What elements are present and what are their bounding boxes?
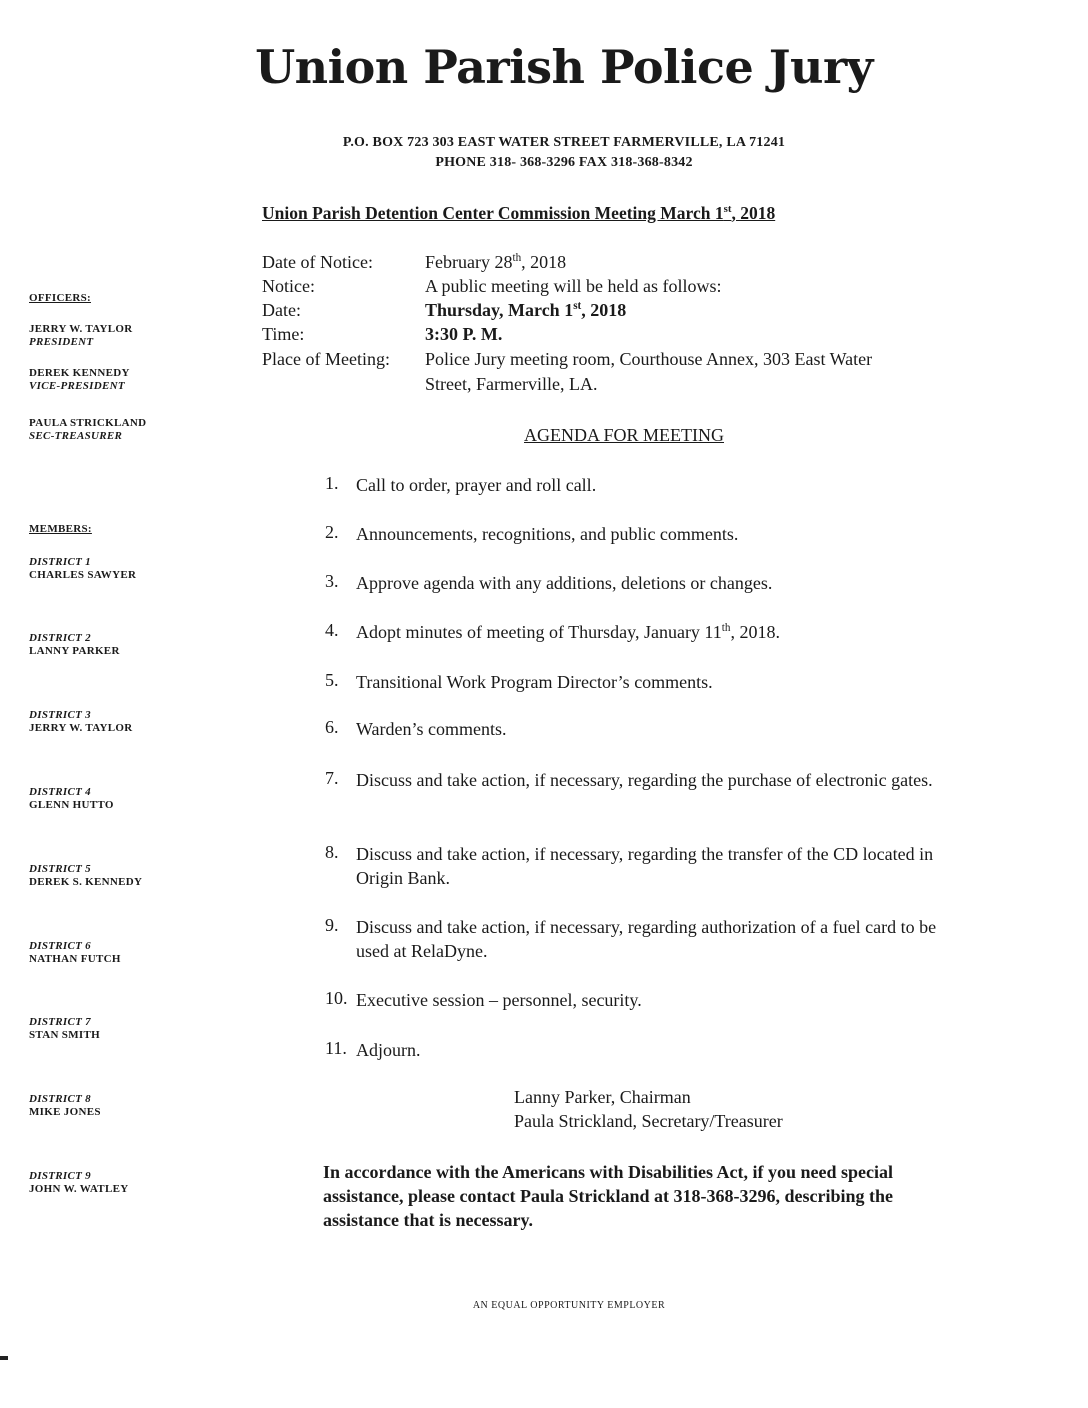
agenda-item — [325, 473, 966, 497]
agenda-heading: AGENDA FOR MEETING — [524, 425, 724, 445]
officer-name: DEREK KENNEDY — [29, 367, 130, 379]
phone-fax-line: PHONE 318- 368-3296 FAX 318-368-8342 — [435, 155, 693, 170]
member-entry — [29, 1016, 100, 1042]
agenda-item-number: 10. — [325, 988, 348, 1008]
agenda-item — [325, 571, 966, 595]
notice-label: Notice: — [262, 276, 315, 296]
member-entry — [29, 709, 132, 735]
date-of-notice-label: Date of Notice: — [262, 252, 373, 272]
date-main: Thursday, March 1 — [425, 300, 574, 320]
agenda-item — [325, 842, 966, 890]
agenda-item-number: 8. — [325, 842, 339, 862]
address-line: P.O. BOX 723 303 EAST WATER STREET FARMERVILLE, LA 71241 — [342, 135, 786, 150]
time-label: Time: — [262, 324, 305, 344]
meeting-heading — [262, 203, 775, 224]
agenda-item-number: 9. — [325, 915, 339, 935]
agenda-item-text — [356, 620, 966, 644]
document-title: Union Parish Police Jury — [255, 40, 873, 94]
agenda-item-text: Discuss and take action, if necessary, regarding the purchase of electronic gates. — [356, 770, 933, 790]
officer-name: JERRY W. TAYLOR — [29, 323, 133, 335]
meeting-heading-text: Union Parish Detention Center Commission Meeting March 1 — [262, 203, 724, 223]
date-of-notice-value — [425, 252, 566, 273]
member-district: DISTRICT 2 — [29, 632, 91, 644]
agenda-item-number: 2. — [325, 522, 339, 542]
agenda-item-text: Call to order, prayer and roll call. — [356, 475, 597, 495]
agenda-item-number: 6. — [325, 717, 339, 737]
agenda-item-number: 4. — [325, 620, 339, 640]
date-sup: st — [573, 300, 582, 312]
officer-name: PAULA STRICKLAND — [29, 417, 147, 429]
member-name: JOHN W. WATLEY — [29, 1183, 129, 1195]
agenda-item-text: Executive session – personnel, security. — [356, 990, 642, 1010]
member-entry — [29, 786, 114, 812]
officer-entry — [29, 417, 146, 443]
agenda-item — [325, 717, 966, 741]
agenda-item-text: Transitional Work Program Director’s comments. — [356, 672, 713, 692]
date-of-notice-year: , 2018 — [521, 252, 567, 272]
agenda-item — [325, 915, 966, 963]
agenda-item-text: Adjourn. — [356, 1040, 421, 1060]
member-name: CHARLES SAWYER — [29, 569, 137, 581]
date-year: , 2018 — [581, 300, 627, 320]
member-name: JERRY W. TAYLOR — [29, 722, 133, 734]
officer-role: SEC-TREASURER — [29, 430, 123, 442]
member-district: DISTRICT 3 — [29, 709, 91, 721]
agenda-item-number: 1. — [325, 473, 339, 493]
secretary-signature: Paula Strickland, Secretary/Treasurer — [514, 1111, 783, 1131]
members-heading: MEMBERS: — [29, 523, 92, 535]
place-line-2: Street, Farmerville, LA. — [425, 374, 598, 394]
member-name: LANNY PARKER — [29, 645, 120, 657]
member-name: DEREK S. KENNEDY — [29, 876, 143, 888]
member-entry — [29, 632, 120, 658]
agenda-item — [325, 988, 966, 1012]
member-name: MIKE JONES — [29, 1106, 101, 1118]
meeting-heading-sup: st — [723, 203, 732, 216]
officer-entry — [29, 367, 130, 393]
agenda-item-text: Warden’s comments. — [356, 719, 507, 739]
date-of-notice-main: February 28 — [425, 252, 513, 272]
member-district: DISTRICT 9 — [29, 1170, 91, 1182]
chairman-signature: Lanny Parker, Chairman — [514, 1087, 691, 1107]
date-value — [425, 300, 626, 321]
scan-edge-mark — [0, 1356, 8, 1360]
agenda-item — [325, 670, 966, 694]
officer-role: PRESIDENT — [29, 336, 94, 348]
member-district: DISTRICT 4 — [29, 786, 91, 798]
agenda-item-text-after: , 2018. — [730, 622, 780, 642]
footer-eoe: AN EQUAL OPPORTUNITY EMPLOYER — [472, 1300, 666, 1311]
agenda-item-text-sup: th — [721, 622, 731, 634]
member-entry — [29, 863, 142, 889]
member-name: STAN SMITH — [29, 1029, 100, 1041]
notice-value: A public meeting will be held as follows: — [425, 276, 722, 296]
agenda-item-text: Approve agenda with any additions, deletions or changes. — [356, 573, 773, 593]
meeting-heading-year: , 2018 — [731, 203, 776, 223]
member-name: NATHAN FUTCH — [29, 953, 121, 965]
agenda-item — [325, 768, 966, 792]
agenda-item-number: 7. — [325, 768, 339, 788]
member-entry — [29, 1093, 101, 1119]
place-label: Place of Meeting: — [262, 349, 390, 369]
agenda-item-text-main: Adopt minutes of meeting of Thursday, January 11 — [356, 622, 722, 642]
member-entry — [29, 940, 121, 966]
time-value: 3:30 P. M. — [425, 324, 503, 344]
member-district: DISTRICT 8 — [29, 1093, 91, 1105]
agenda-item — [325, 620, 966, 644]
date-label: Date: — [262, 300, 301, 320]
agenda-item — [325, 1038, 966, 1062]
place-line-1: Police Jury meeting room, Courthouse Annex, 303 East Water — [425, 349, 873, 369]
officers-heading: OFFICERS: — [29, 292, 91, 304]
member-name: GLENN HUTTO — [29, 799, 114, 811]
agenda-item-number: 11. — [325, 1038, 347, 1058]
member-entry — [29, 1170, 128, 1196]
member-district: DISTRICT 5 — [29, 863, 91, 875]
member-district: DISTRICT 1 — [29, 556, 91, 568]
member-entry — [29, 556, 136, 582]
officer-entry — [29, 323, 132, 349]
agenda-item-number: 3. — [325, 571, 339, 591]
agenda-item-text: Announcements, recognitions, and public comments. — [356, 524, 739, 544]
member-district: DISTRICT 6 — [29, 940, 91, 952]
ada-notice: In accordance with the Americans with Disabilities Act, if you need special assistance, please contact Paula Strickland at 318-368-3296, describing the assistance that is necessary. — [323, 1162, 893, 1230]
agenda-item — [325, 522, 966, 546]
member-district: DISTRICT 7 — [29, 1016, 91, 1028]
agenda-item-number: 5. — [325, 670, 339, 690]
agenda-item-text: Discuss and take action, if necessary, regarding the transfer of the CD located in Origin Bank. — [356, 844, 934, 888]
agenda-item-text: Discuss and take action, if necessary, regarding authorization of a fuel card to be used at RelaDyne. — [356, 917, 937, 961]
officer-role: VICE-PRESIDENT — [29, 380, 125, 392]
date-of-notice-sup: th — [512, 252, 522, 264]
